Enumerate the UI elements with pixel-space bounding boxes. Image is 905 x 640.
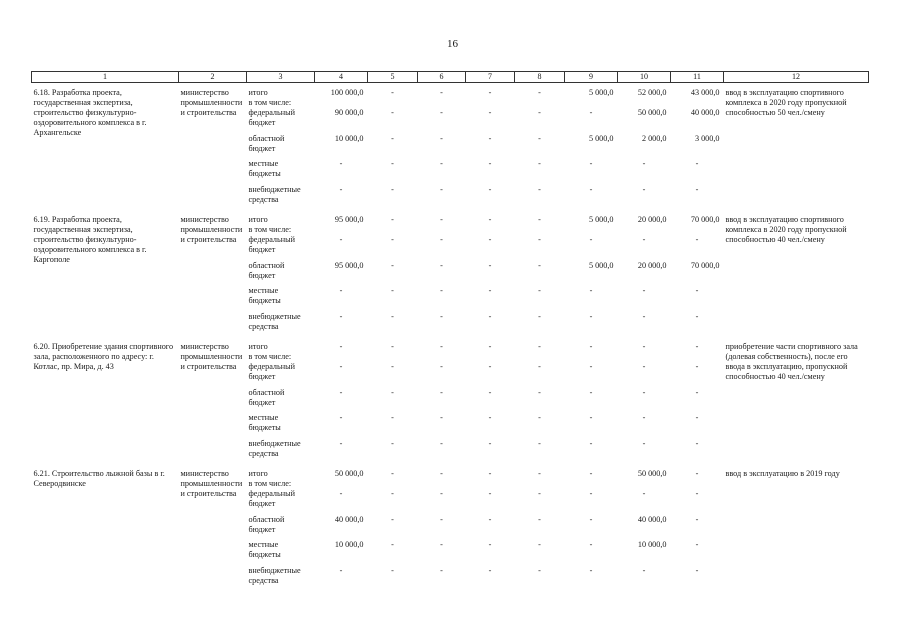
amount-cell: - xyxy=(642,286,646,295)
table-row xyxy=(32,464,869,489)
amount-cell: 50 000,0 xyxy=(637,108,667,117)
amount-cell: - xyxy=(488,215,492,224)
amount-cell: - xyxy=(391,184,394,194)
amount-cell: - xyxy=(391,88,394,97)
expected-result: ввод в эксплуатацию спортивного комплекса в 2020 году пропускной способностью 40 чел./смену xyxy=(725,215,847,244)
amount-cell: - xyxy=(488,286,492,295)
amount-cell: - xyxy=(642,387,646,397)
table-row xyxy=(32,337,869,362)
funding-source-label xyxy=(247,210,315,235)
funding-source-text: внебюджетные средства xyxy=(248,565,301,585)
item-title: 6.20. Приобретение здания спортивного зала, расположенного по адресу: г. Котлас, пр. Мира, д. 43 xyxy=(33,342,174,371)
amount-cell: - xyxy=(695,540,699,549)
funding-source-label xyxy=(247,235,315,261)
amount-cell: - xyxy=(391,565,394,575)
funding-source-text: местные бюджеты xyxy=(248,413,281,432)
amount-cell: 5 000,0 xyxy=(588,260,614,270)
expected-result: приобретение части спортивного зала (долевая собственность), после его ввода в эксплуатацию, пропускной способностью 40 чел./смену xyxy=(725,342,858,381)
funding-source-label xyxy=(247,464,315,489)
amount-cell: - xyxy=(339,362,343,371)
amount-cell: - xyxy=(440,88,443,97)
amount-cell: 20 000,0 xyxy=(637,260,667,270)
amount-cell: - xyxy=(589,235,593,244)
funding-source-label xyxy=(247,134,315,160)
funding-source-label xyxy=(247,439,315,465)
amount-cell: - xyxy=(695,362,699,371)
amount-cell: 20 000,0 xyxy=(637,215,667,224)
amount-cell: - xyxy=(538,438,541,448)
amount-cell: - xyxy=(488,387,492,397)
table-row xyxy=(32,210,869,235)
funding-source-label xyxy=(247,566,315,592)
funding-source-label xyxy=(247,337,315,362)
amount-cell: - xyxy=(589,286,593,295)
amount-cell: - xyxy=(440,215,443,224)
amount-cell: - xyxy=(440,108,443,117)
amount-cell: - xyxy=(440,489,443,498)
funding-source-text: внебюджетные средства xyxy=(248,438,301,458)
amount-cell: - xyxy=(488,469,492,478)
amount-cell: - xyxy=(538,387,541,397)
amount-cell: - xyxy=(488,260,492,270)
amount-cell: - xyxy=(538,108,541,117)
amount-cell: 5 000,0 xyxy=(588,215,614,224)
amount-cell: - xyxy=(695,514,699,524)
amount-cell: - xyxy=(589,438,593,448)
amount-cell: - xyxy=(538,540,541,549)
amount-cell: - xyxy=(339,159,343,168)
amount-cell: - xyxy=(589,387,593,397)
amount-cell: - xyxy=(339,387,343,397)
funding-source-text: федеральный бюджет xyxy=(248,362,296,381)
amount-cell: - xyxy=(538,362,541,371)
program-table xyxy=(31,71,869,591)
amount-cell: - xyxy=(440,184,443,194)
responsible-agency: министерство промышленности и строительства xyxy=(180,469,243,498)
amount-cell: - xyxy=(440,159,443,168)
amount-cell: - xyxy=(589,311,593,321)
amount-cell: - xyxy=(339,413,343,422)
amount-cell: 52 000,0 xyxy=(637,88,667,97)
amount-cell: - xyxy=(589,514,593,524)
amount-cell: - xyxy=(391,311,394,321)
amount-cell: - xyxy=(538,565,541,575)
amount-cell: 100 000,0 xyxy=(330,88,364,97)
amount-cell: - xyxy=(642,235,646,244)
amount-cell: 95 000,0 xyxy=(334,215,364,224)
amount-cell: - xyxy=(538,286,541,295)
column-number: 9 xyxy=(565,72,618,83)
amount-cell: - xyxy=(538,215,541,224)
amount-cell: 10 000,0 xyxy=(637,540,667,549)
amount-cell: - xyxy=(440,311,443,321)
funding-source-text: федеральный бюджет xyxy=(248,108,296,127)
amount-cell: - xyxy=(538,342,541,351)
amount-cell: - xyxy=(339,184,343,194)
funding-source-text: местные бюджеты xyxy=(248,540,281,559)
amount-cell: - xyxy=(391,159,394,168)
amount-cell: - xyxy=(695,311,699,321)
amount-cell: - xyxy=(589,342,593,351)
amount-cell: 40 000,0 xyxy=(334,514,364,524)
amount-cell: - xyxy=(391,342,394,351)
amount-cell: 70 000,0 xyxy=(690,215,720,224)
amount-cell: - xyxy=(695,565,699,575)
including-label: в том числе: xyxy=(248,225,292,234)
amount-cell: - xyxy=(440,413,443,422)
amount-cell: - xyxy=(642,413,646,422)
amount-cell: - xyxy=(695,235,699,244)
amount-cell: - xyxy=(488,540,492,549)
including-label: в том числе: xyxy=(248,98,292,107)
responsible-agency: министерство промышленности и строительства xyxy=(180,342,243,371)
column-number: 1 xyxy=(32,72,179,83)
amount-cell: - xyxy=(488,133,492,143)
amount-cell: - xyxy=(488,159,492,168)
amount-cell: - xyxy=(695,469,699,478)
amount-cell: - xyxy=(488,489,492,498)
funding-source-label xyxy=(247,108,315,134)
amount-cell: - xyxy=(488,514,492,524)
amount-cell: - xyxy=(695,184,699,194)
amount-cell: 3 000,0 xyxy=(694,133,720,143)
amount-cell: - xyxy=(391,260,394,270)
amount-cell: - xyxy=(339,565,343,575)
funding-source-label xyxy=(247,489,315,515)
amount-cell: - xyxy=(391,362,394,371)
amount-cell: - xyxy=(695,387,699,397)
amount-cell: 5 000,0 xyxy=(588,88,614,97)
amount-cell: - xyxy=(538,469,541,478)
amount-cell: - xyxy=(440,469,443,478)
amount-cell: - xyxy=(642,311,646,321)
amount-cell: - xyxy=(488,184,492,194)
amount-cell: - xyxy=(538,514,541,524)
amount-cell: - xyxy=(488,565,492,575)
amount-cell: - xyxy=(642,438,646,448)
amount-cell: - xyxy=(339,311,343,321)
amount-cell: - xyxy=(488,88,492,97)
funding-source-text: внебюджетные средства xyxy=(248,311,301,331)
amount-cell: - xyxy=(339,438,343,448)
funding-source-text: итого xyxy=(248,469,268,478)
funding-source-text: областной бюджет xyxy=(248,514,285,534)
amount-cell: - xyxy=(391,514,394,524)
amount-cell: 5 000,0 xyxy=(588,133,614,143)
amount-cell: - xyxy=(391,286,394,295)
amount-cell: - xyxy=(695,286,699,295)
amount-cell: - xyxy=(391,108,394,117)
amount-cell: - xyxy=(642,489,646,498)
amount-cell: - xyxy=(488,438,492,448)
column-number: 3 xyxy=(247,72,315,83)
column-number: 5 xyxy=(368,72,418,83)
funding-source-text: местные бюджеты xyxy=(248,286,281,305)
amount-cell: - xyxy=(440,438,443,448)
amount-cell: - xyxy=(391,413,394,422)
amount-cell: - xyxy=(440,565,443,575)
amount-cell: - xyxy=(695,159,699,168)
column-number: 8 xyxy=(515,72,565,83)
funding-source-text: итого xyxy=(248,88,268,97)
amount-cell: - xyxy=(589,184,593,194)
column-number: 11 xyxy=(671,72,724,83)
funding-source-text: областной бюджет xyxy=(248,133,285,153)
amount-cell: - xyxy=(440,235,443,244)
column-number: 10 xyxy=(618,72,671,83)
amount-cell: - xyxy=(589,413,593,422)
amount-cell: - xyxy=(695,413,699,422)
amount-cell: - xyxy=(589,540,593,549)
amount-cell: - xyxy=(440,260,443,270)
funding-source-text: местные бюджеты xyxy=(248,159,281,178)
amount-cell: - xyxy=(488,413,492,422)
amount-cell: - xyxy=(538,413,541,422)
column-number: 4 xyxy=(315,72,368,83)
expected-result: ввод в эксплуатацию в 2019 году xyxy=(725,469,840,478)
funding-source-text: областной бюджет xyxy=(248,387,285,407)
amount-cell: - xyxy=(589,469,593,478)
funding-source-label xyxy=(247,159,315,185)
table-row xyxy=(32,83,869,109)
amount-cell: 10 000,0 xyxy=(334,540,364,549)
responsible-agency: министерство промышленности и строительства xyxy=(180,88,243,117)
amount-cell: - xyxy=(642,565,646,575)
amount-cell: - xyxy=(488,362,492,371)
funding-source-label xyxy=(247,413,315,439)
amount-cell: 43 000,0 xyxy=(690,88,720,97)
amount-cell: - xyxy=(391,387,394,397)
funding-source-text: федеральный бюджет xyxy=(248,235,296,254)
column-number: 7 xyxy=(466,72,515,83)
amount-cell: - xyxy=(589,362,593,371)
amount-cell: - xyxy=(440,387,443,397)
amount-cell: - xyxy=(642,184,646,194)
funding-source-text: итого xyxy=(248,215,268,224)
amount-cell: - xyxy=(339,286,343,295)
funding-source-label xyxy=(247,286,315,312)
amount-cell: - xyxy=(391,133,394,143)
table-body xyxy=(32,83,869,592)
amount-cell: - xyxy=(538,311,541,321)
amount-cell: 10 000,0 xyxy=(334,133,364,143)
amount-cell: - xyxy=(589,489,593,498)
amount-cell: - xyxy=(440,286,443,295)
amount-cell: - xyxy=(391,469,394,478)
amount-cell: - xyxy=(339,342,343,351)
amount-cell: - xyxy=(538,235,541,244)
amount-cell: - xyxy=(538,489,541,498)
amount-cell: - xyxy=(391,489,394,498)
item-title: 6.21. Строительство лыжной базы в г. Северодвинске xyxy=(33,469,165,488)
funding-source-text: федеральный бюджет xyxy=(248,489,296,508)
item-title: 6.18. Разработка проекта, государственная экспертиза, строительство физкультурно-оздоровительного комплекса в г. Архангельске xyxy=(33,88,147,137)
amount-cell: - xyxy=(391,235,394,244)
amount-cell: - xyxy=(695,438,699,448)
amount-cell: - xyxy=(440,133,443,143)
responsible-agency: министерство промышленности и строительства xyxy=(180,215,243,244)
amount-cell: - xyxy=(642,362,646,371)
column-number: 2 xyxy=(179,72,247,83)
including-label: в том числе: xyxy=(248,479,292,488)
funding-source-label xyxy=(247,540,315,566)
amount-cell: - xyxy=(538,260,541,270)
expected-result: ввод в эксплуатацию спортивного комплекса в 2020 году пропускной способностью 50 чел./смену xyxy=(725,88,847,117)
funding-source-label xyxy=(247,388,315,414)
amount-cell: - xyxy=(440,540,443,549)
amount-cell: 70 000,0 xyxy=(690,260,720,270)
funding-source-label xyxy=(247,312,315,338)
funding-source-label xyxy=(247,362,315,388)
amount-cell: - xyxy=(538,159,541,168)
item-title: 6.19. Разработка проекта, государственная экспертиза, строительство физкультурно-оздоровительного комплекса в г. Каргополе xyxy=(33,215,147,264)
amount-cell: - xyxy=(589,159,593,168)
amount-cell: - xyxy=(589,108,593,117)
amount-cell: - xyxy=(538,184,541,194)
amount-cell: - xyxy=(391,215,394,224)
amount-cell: - xyxy=(339,235,343,244)
amount-cell: 40 000,0 xyxy=(637,514,667,524)
funding-source-text: областной бюджет xyxy=(248,260,285,280)
amount-cell: - xyxy=(440,514,443,524)
amount-cell: - xyxy=(391,540,394,549)
funding-source-text: итого xyxy=(248,342,268,351)
amount-cell: - xyxy=(695,489,699,498)
amount-cell: - xyxy=(538,133,541,143)
amount-cell: - xyxy=(488,235,492,244)
funding-source-label xyxy=(247,185,315,211)
amount-cell: 50 000,0 xyxy=(334,469,364,478)
amount-cell: 90 000,0 xyxy=(334,108,364,117)
amount-cell: - xyxy=(589,565,593,575)
amount-cell: - xyxy=(488,311,492,321)
amount-cell: - xyxy=(339,489,343,498)
amount-cell: 95 000,0 xyxy=(334,260,364,270)
amount-cell: - xyxy=(440,342,443,351)
page-number: 16 xyxy=(447,38,458,50)
amount-cell: 50 000,0 xyxy=(637,469,667,478)
amount-cell: - xyxy=(488,342,492,351)
funding-source-label xyxy=(247,83,315,109)
column-number: 6 xyxy=(418,72,466,83)
column-number: 12 xyxy=(724,72,869,83)
amount-cell: 40 000,0 xyxy=(690,108,720,117)
amount-cell: - xyxy=(642,342,646,351)
funding-source-text: внебюджетные средства xyxy=(248,184,301,204)
amount-cell: - xyxy=(538,88,541,97)
amount-cell: - xyxy=(642,159,646,168)
amount-cell: - xyxy=(440,362,443,371)
amount-cell: 2 000,0 xyxy=(641,133,667,143)
including-label: в том числе: xyxy=(248,352,292,361)
funding-source-label xyxy=(247,515,315,541)
funding-source-label xyxy=(247,261,315,287)
column-number-row xyxy=(32,72,869,83)
amount-cell: - xyxy=(695,342,699,351)
amount-cell: - xyxy=(391,438,394,448)
amount-cell: - xyxy=(488,108,492,117)
